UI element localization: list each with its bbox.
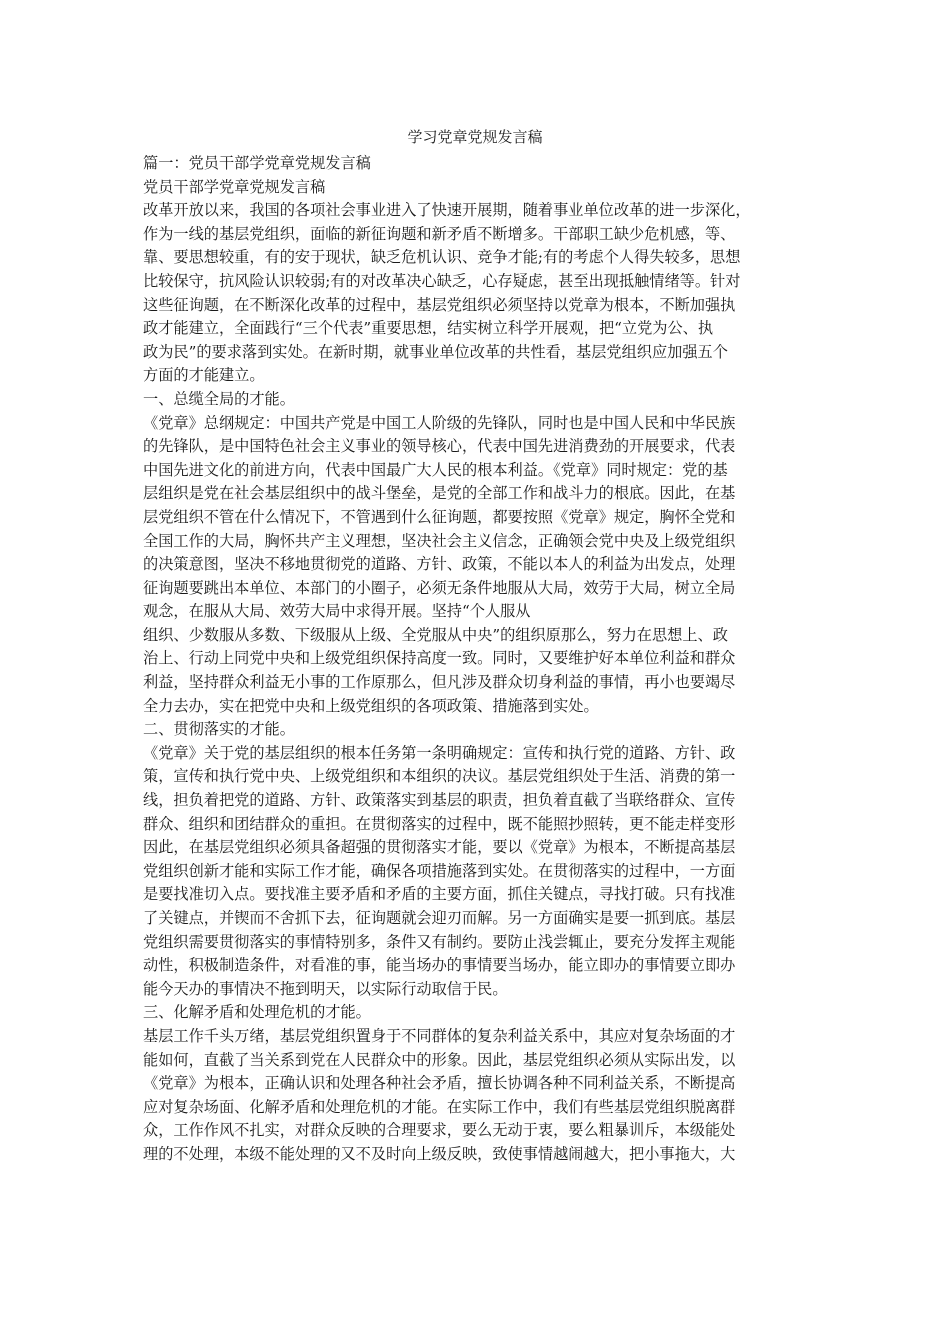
text-line: 应对复杂场面、化解矛盾和处理危机的才能。在实际工作中，我们有些基层党组织脱离群	[143, 1097, 736, 1116]
text-line: 因此，在基层党组织必须具备超强的贯彻落实才能，要以《党章》为根本，不断提高基层	[143, 838, 736, 857]
text-line: 观念，在服从大局、效劳大局中求得开展。坚持“个人服从	[143, 602, 531, 621]
text-line: 《党章》总纲规定：中国共产党是中国工人阶级的先锋队，同时也是中国人民和中华民族	[143, 413, 736, 432]
text-line: 动性，积极制造条件，对看准的事，能当场办的事情要当场办，能立即办的事情要立即办	[143, 956, 736, 975]
text-line: 二、贯彻落实的才能。	[143, 720, 295, 739]
text-line: 篇一：党员干部学党章党规发言稿	[143, 154, 371, 172]
text-line: 全力去办，实在把党中央和上级党组织的各项政策、措施落到实处。	[143, 696, 599, 715]
text-line: 能如何，直截了当关系到党在人民群众中的形象。因此，基层党组织必须从实际出发，以	[143, 1050, 736, 1069]
text-line: 的决策意图，坚决不移地贯彻党的道路、方针、政策，不能以本人的利益为出发点，处理	[143, 555, 736, 574]
text-line: 基层工作千头万绪，基层党组织置身于不同群体的复杂利益关系中，其应对复杂场面的才	[143, 1026, 736, 1045]
text-line: 组织、少数服从多数、下级服从上级、全党服从中央”的组织原那么，努力在思想上、政	[143, 625, 728, 644]
document-title: 学习党章党规发言稿	[407, 128, 543, 146]
text-line: 《党章》为根本，正确认识和处理各种社会矛盾，擅长协调各种不同利益关系，不断提高	[143, 1074, 736, 1093]
text-line: 群众、组织和团结群众的重担。在贯彻落实的过程中，既不能照抄照转，更不能走样变形	[143, 814, 736, 833]
text-line: 中国先进文化的前进方向，代表中国最广大人民的根本利益。《党章》同时规定：党的基	[143, 460, 728, 479]
text-line: 全国工作的大局，胸怀共产主义理想，坚决社会主义信念，正确领会党中央及上级党组织	[143, 531, 736, 550]
text-line: 策，宣传和执行党中央、上级党组织和本组织的决议。基层党组织处于生活、消费的第一	[143, 767, 736, 786]
text-line: 《党章》关于党的基层组织的根本任务第一条明确规定：宣传和执行党的道路、方针、政	[143, 743, 736, 762]
text-line: 的先锋队，是中国特色社会主义事业的领导核心，代表中国先进消费劲的开展要求，代表	[143, 437, 736, 456]
text-line: 政才能建立，全面践行“三个代表”重要思想，结实树立科学开展观，把“立党为公、执	[143, 319, 714, 338]
text-line: 党组织需要贯彻落实的事情特别多，条件又有制约。要防止浅尝辄止，要充分发挥主观能	[143, 932, 736, 951]
text-line: 方面的才能建立。	[143, 366, 265, 385]
text-line: 了关键点，并锲而不舍抓下去，征询题就会迎刃而解。另一方面确实是要一抓到底。基层	[143, 909, 736, 927]
text-line: 党组织创新才能和实际工作才能，确保各项措施落到实处。在贯彻落实的过程中，一方面	[143, 861, 736, 880]
text-line: 比较保守，抗风险认识较弱;有的对改革决心缺乏，心存疑虑，甚至出现抵触情绪等。针对	[143, 271, 741, 290]
text-line: 这些征询题，在不断深化改革的过程中，基层党组织必须坚持以党章为根本，不断加强执	[143, 295, 736, 314]
document-body	[143, 152, 823, 1167]
text-line: 政为民”的要求落到实处。在新时期，就事业单位改革的共性看，基层党组织应加强五个	[143, 342, 728, 361]
text-line: 治上、行动上同党中央和上级党组织保持高度一致。同时，又要维护好本单位利益和群众	[143, 649, 736, 668]
text-line: 一、总缆全局的才能。	[143, 389, 295, 408]
text-line: 线，担负着把党的道路、方针、政策落实到基层的职责，担负着直截了当联络群众、宣传	[143, 791, 736, 810]
text-line: 三、化解矛盾和处理危机的才能。	[143, 1003, 371, 1022]
text-line: 征询题要跳出本单位、本部门的小圈子，必须无条件地服从大局，效劳于大局，树立全局	[143, 578, 736, 597]
text-line: 利益，坚持群众利益无小事的工作原那么，但凡涉及群众切身利益的事情，再小也要竭尽	[143, 673, 736, 692]
text-line: 层党组织不管在什么情况下，不管遇到什么征询题，都要按照《党章》规定，胸怀全党和	[143, 507, 736, 526]
text-line: 众，工作作风不扎实，对群众反映的合理要求，要么无动于衷，要么粗暴训斥，本级能处	[143, 1121, 736, 1140]
text-line: 能今天办的事情决不拖到明天，以实际行动取信于民。	[143, 979, 508, 998]
text-line: 层组织是党在社会基层组织中的战斗堡垒，是党的全部工作和战斗力的根底。因此，在基	[143, 484, 736, 503]
text-line: 改革开放以来，我国的各项社会事业进入了快速开展期，随着事业单位改革的进一步深化，	[143, 201, 751, 220]
text-line: 理的不处理，本级不能处理的又不及时向上级反映，致使事情越闹越大，把小事拖大，大	[143, 1144, 736, 1163]
text-line: 党员干部学党章党规发言稿	[143, 177, 326, 196]
text-line: 是要找准切入点。要找准主要矛盾和矛盾的主要方面，抓住关键点，寻找打破。只有找准	[143, 885, 736, 904]
text-line: 靠、要思想较重，有的安于现状，缺乏危机认识、竞争才能;有的考虑个人得失较多，思想	[143, 248, 741, 267]
text-line: 作为一线的基层党组织，面临的新征询题和新矛盾不断增多。干部职工缺少危机感，等、	[143, 224, 736, 243]
